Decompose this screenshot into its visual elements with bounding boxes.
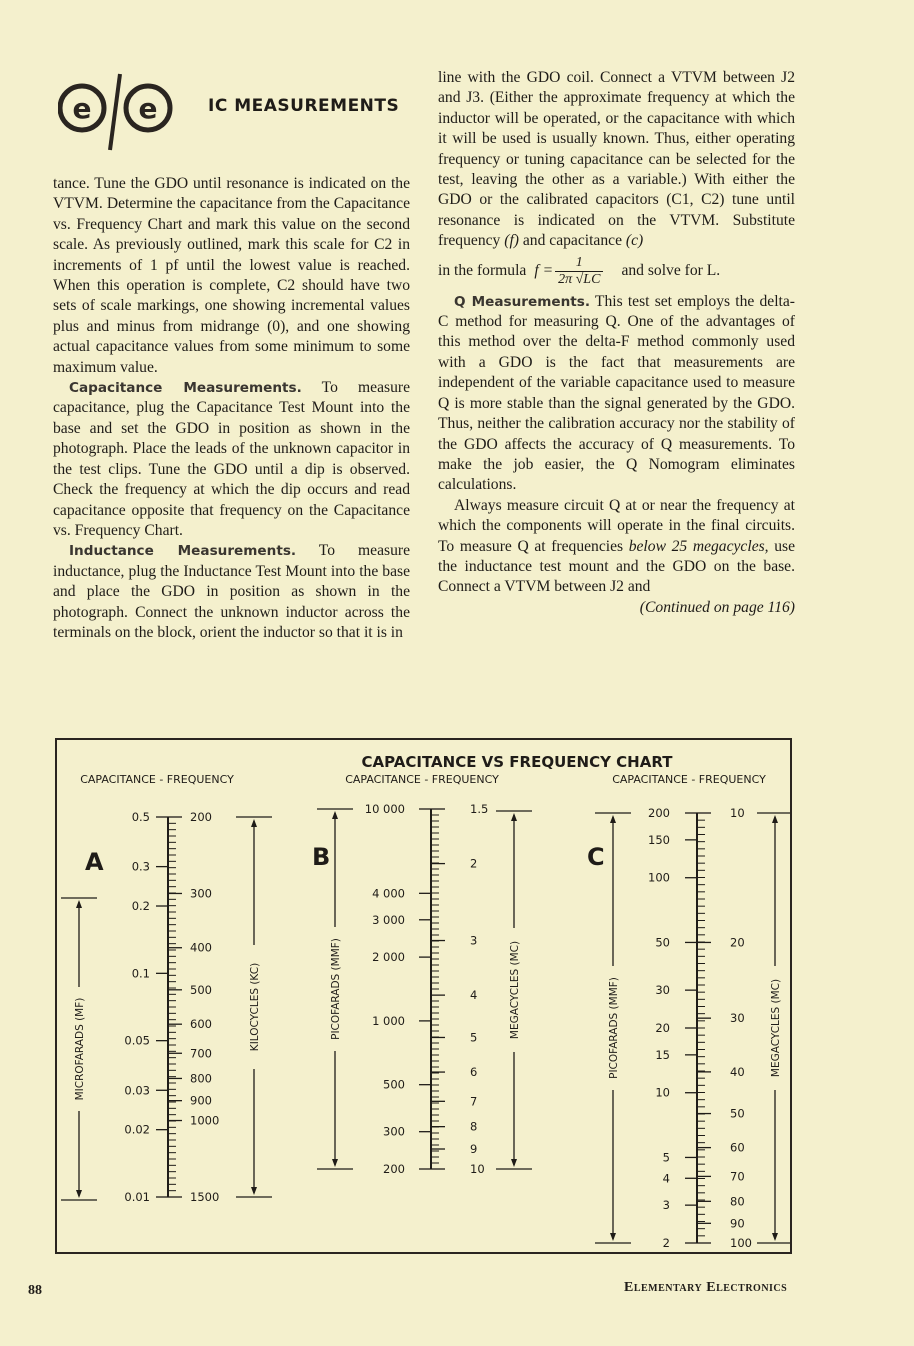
arrow-head-up (511, 813, 517, 821)
capacitance-tick-label: 15 (655, 1047, 670, 1062)
svg-text:e: e (138, 92, 158, 125)
capacitance-tick-label: 0.3 (131, 859, 150, 874)
frequency-tick-label: 400 (190, 940, 212, 955)
capacitance-tick-label: 4 (662, 1171, 670, 1186)
capacitance-tick-label: 20 (655, 1021, 670, 1035)
capacitance-tick-label: 0.03 (124, 1083, 150, 1098)
frequency-tick-label: 8 (470, 1119, 478, 1134)
capacitance-tick-label: 200 (383, 1162, 405, 1176)
frequency-tick-label: 1.5 (470, 802, 489, 816)
frequency-tick-label: 70 (730, 1169, 745, 1184)
frequency-tick-label: 700 (190, 1046, 212, 1061)
capacitance-tick-label: 0.1 (131, 966, 150, 981)
arrow-head-up (610, 815, 616, 823)
scale-letter: B (312, 843, 331, 871)
run-in-heading: Inductance Measurements. (69, 543, 297, 560)
body-text: Always measure circuit Q at or near the frequency at which the components will operate in the final circuits. To measure Q at frequencies (438, 496, 795, 555)
frequency-tick-label: 6 (470, 1065, 478, 1080)
frequency-tick-label: 200 (190, 810, 212, 824)
scale-heading: CAPACITANCE - FREQUENCY (80, 773, 234, 786)
capacitance-tick-label: 1 000 (372, 1013, 405, 1028)
run-in-heading: Q Measurements. (454, 293, 591, 310)
frequency-tick-label: 20 (730, 935, 745, 950)
frequency-tick-label: 5 (470, 1030, 478, 1045)
frequency-unit-label: MEGACYCLES (MC) (509, 940, 521, 1040)
capacitance-unit-label: PICOFARADS (MMF) (608, 977, 620, 1079)
italic-text: (f) (504, 232, 519, 250)
frequency-tick-label: 600 (190, 1017, 212, 1032)
formula-numerator: 1 (575, 255, 583, 271)
capacitance-tick-label: 150 (648, 832, 670, 847)
arrow-head-down (511, 1159, 517, 1167)
capacitance-tick-label: 0.2 (131, 899, 150, 914)
section-title: IC MEASUREMENTS (208, 96, 400, 116)
frequency-tick-label: 300 (190, 886, 212, 901)
capacitance-tick-label: 0.05 (124, 1033, 150, 1048)
italic-text: (c) (625, 232, 644, 250)
frequency-tick-label: 9 (470, 1142, 478, 1157)
scale-heading: CAPACITANCE - FREQUENCY (345, 773, 499, 786)
frequency-tick-label: 10 (470, 1162, 485, 1176)
frequency-tick-label: 100 (730, 1236, 752, 1250)
frequency-tick-label: 3 (470, 933, 478, 948)
arrow-head-down (251, 1187, 257, 1195)
scale-letter: C (587, 843, 605, 871)
capacitance-tick-label: 50 (655, 935, 670, 950)
body-text: tance. Tune the GDO until resonance is indicated on the VTVM. Determine the capacitance from the Capacitance vs. Frequency Chart and mark this value on the second scale. As previously outlined, mark this scale for C2 in increments of 1 pf until the lowest value is reached. When this operation is complete, C2 should have two sets of scale markings, one showing incremental values plus and minus from midrange (0), and one showing actual capacitance values from some minimum to some maximum value. (53, 175, 410, 376)
capacitance-tick-label: 4 000 (372, 886, 405, 901)
paragraph (53, 378, 410, 541)
capacitance-unit-label: PICOFARADS (MMF) (330, 938, 342, 1040)
capacitance-tick-label: 200 (648, 806, 670, 820)
paragraph (53, 541, 410, 643)
continued-note: (Continued on page 116) (639, 598, 795, 616)
capacitance-tick-label: 2 (662, 1236, 670, 1250)
frequency-tick-label: 900 (190, 1093, 212, 1108)
arrow-head-up (772, 815, 778, 823)
formula-intro: in the formula (438, 262, 527, 280)
formula-lhs: f = (534, 262, 554, 280)
frequency-tick-label: 4 (470, 988, 478, 1003)
frequency-tick-label: 800 (190, 1071, 212, 1086)
capacitance-tick-label: 3 000 (372, 912, 405, 927)
scale-letter: A (85, 848, 104, 876)
svg-text:e: e (72, 92, 92, 125)
formula-denominator: 2π √LC (555, 271, 603, 288)
chart-title: CAPACITANCE VS FREQUENCY CHART (361, 753, 673, 771)
arrow-head-up (76, 900, 82, 908)
scale-heading: CAPACITANCE - FREQUENCY (612, 773, 766, 786)
paragraph (438, 68, 795, 252)
formula (438, 252, 795, 292)
capacitance-tick-label: 0.02 (124, 1122, 150, 1137)
arrow-head-down (76, 1190, 82, 1198)
right-column (438, 68, 795, 618)
frequency-unit-label: KILOCYCLES (KC) (249, 962, 261, 1052)
frequency-tick-label: 30 (730, 1011, 745, 1026)
capacitance-tick-label: 2 000 (372, 950, 405, 965)
body-text: use the inductance test mount and the GDO on the base. Connect a VTVM between J2 and (438, 537, 796, 596)
capacitance-tick-label: 500 (383, 1077, 405, 1092)
run-in-heading: Capacitance Measurements. (69, 380, 302, 397)
arrow-head-down (332, 1159, 338, 1167)
ee-logo (58, 72, 178, 152)
frequency-tick-label: 50 (730, 1106, 745, 1121)
frequency-tick-label: 80 (730, 1194, 745, 1209)
frequency-tick-label: 90 (730, 1216, 745, 1231)
frequency-unit-label: MEGACYCLES (MC) (770, 978, 782, 1078)
capacitance-tick-label: 0.01 (124, 1190, 150, 1204)
capacitance-tick-label: 30 (655, 983, 670, 998)
paragraph (53, 174, 410, 378)
frequency-tick-label: 2 (470, 856, 478, 871)
frequency-tick-label: 40 (730, 1064, 745, 1079)
capacitance-tick-label: 10 (655, 1085, 670, 1100)
page-number: 88 (28, 1283, 42, 1298)
formula-fraction (555, 255, 603, 288)
capacitance-tick-label: 3 (662, 1198, 670, 1213)
arrow-head-up (332, 811, 338, 819)
arrow-head-down (610, 1233, 616, 1241)
frequency-tick-label: 1000 (190, 1113, 220, 1128)
capacitance-tick-label: 100 (648, 870, 670, 885)
body-text: To measure capacitance, plug the Capacitance Test Mount into the base and set the GDO in position as shown in the photograph. Place the leads of the unknown capacitor in the test clips. Tune the GDO until a dip is observed. Check the frequency at which the dip occurs and read capacitance opposite that frequency on the Capacitance vs. Frequency Chart. (53, 379, 411, 539)
body-text: and capacitance (518, 232, 626, 250)
paragraph (438, 496, 795, 598)
italic-text: below 25 megacycles, (628, 537, 769, 555)
paragraph (438, 292, 795, 496)
frequency-tick-label: 1500 (190, 1190, 220, 1204)
frequency-tick-label: 10 (730, 806, 745, 820)
capacitance-unit-label: MICROFARADS (MF) (74, 997, 86, 1101)
capacitance-tick-label: 10 000 (364, 802, 405, 816)
arrow-head-down (772, 1233, 778, 1241)
capacitance-frequency-chart (55, 738, 792, 1254)
frequency-tick-label: 7 (470, 1094, 478, 1109)
arrow-head-up (251, 819, 257, 827)
capacitance-tick-label: 300 (383, 1124, 405, 1139)
capacitance-tick-label: 5 (662, 1150, 670, 1165)
frequency-tick-label: 500 (190, 982, 212, 997)
frequency-tick-label: 60 (730, 1140, 745, 1155)
magazine-name: Elementary Electronics (624, 1280, 788, 1295)
formula-outro: and solve for L. (621, 262, 721, 280)
body-text: line with the GDO coil. Connect a VTVM between J2 and J3. (Either the approximate frequency at which the inductor will be operated, or the capacitance with which it will be used is usually known. Thus, either operating frequency or tuning capacitance can be selected for the test, leaving the other as a variable.) With either the GDO or the calibrated capacitors (C1, C2) tune until resonance is indicated on the VTVM. Substitute frequency (438, 69, 795, 250)
capacitance-tick-label: 0.5 (131, 810, 150, 824)
body-text: This test set employs the delta-C method for measuring Q. One of the advantages of this method over the delta-F method commonly used with a GDO is the fact that measurements are independent of the variable capacitance used to measure Q is more stable than the signal generated by the GDO. Thus, neither the calibration accuracy nor the stability of the GDO affects the accuracy of Q measurements. To make the job easier, the Q Nomogram eliminates calculations. (438, 292, 795, 494)
body-text: To measure inductance, plug the Inductance Test Mount into the base and place the GDO in position as shown in the photograph. Connect the unknown inductor across the terminals on the block, orient the inductor so that it is in (53, 542, 410, 641)
left-column (53, 174, 410, 643)
